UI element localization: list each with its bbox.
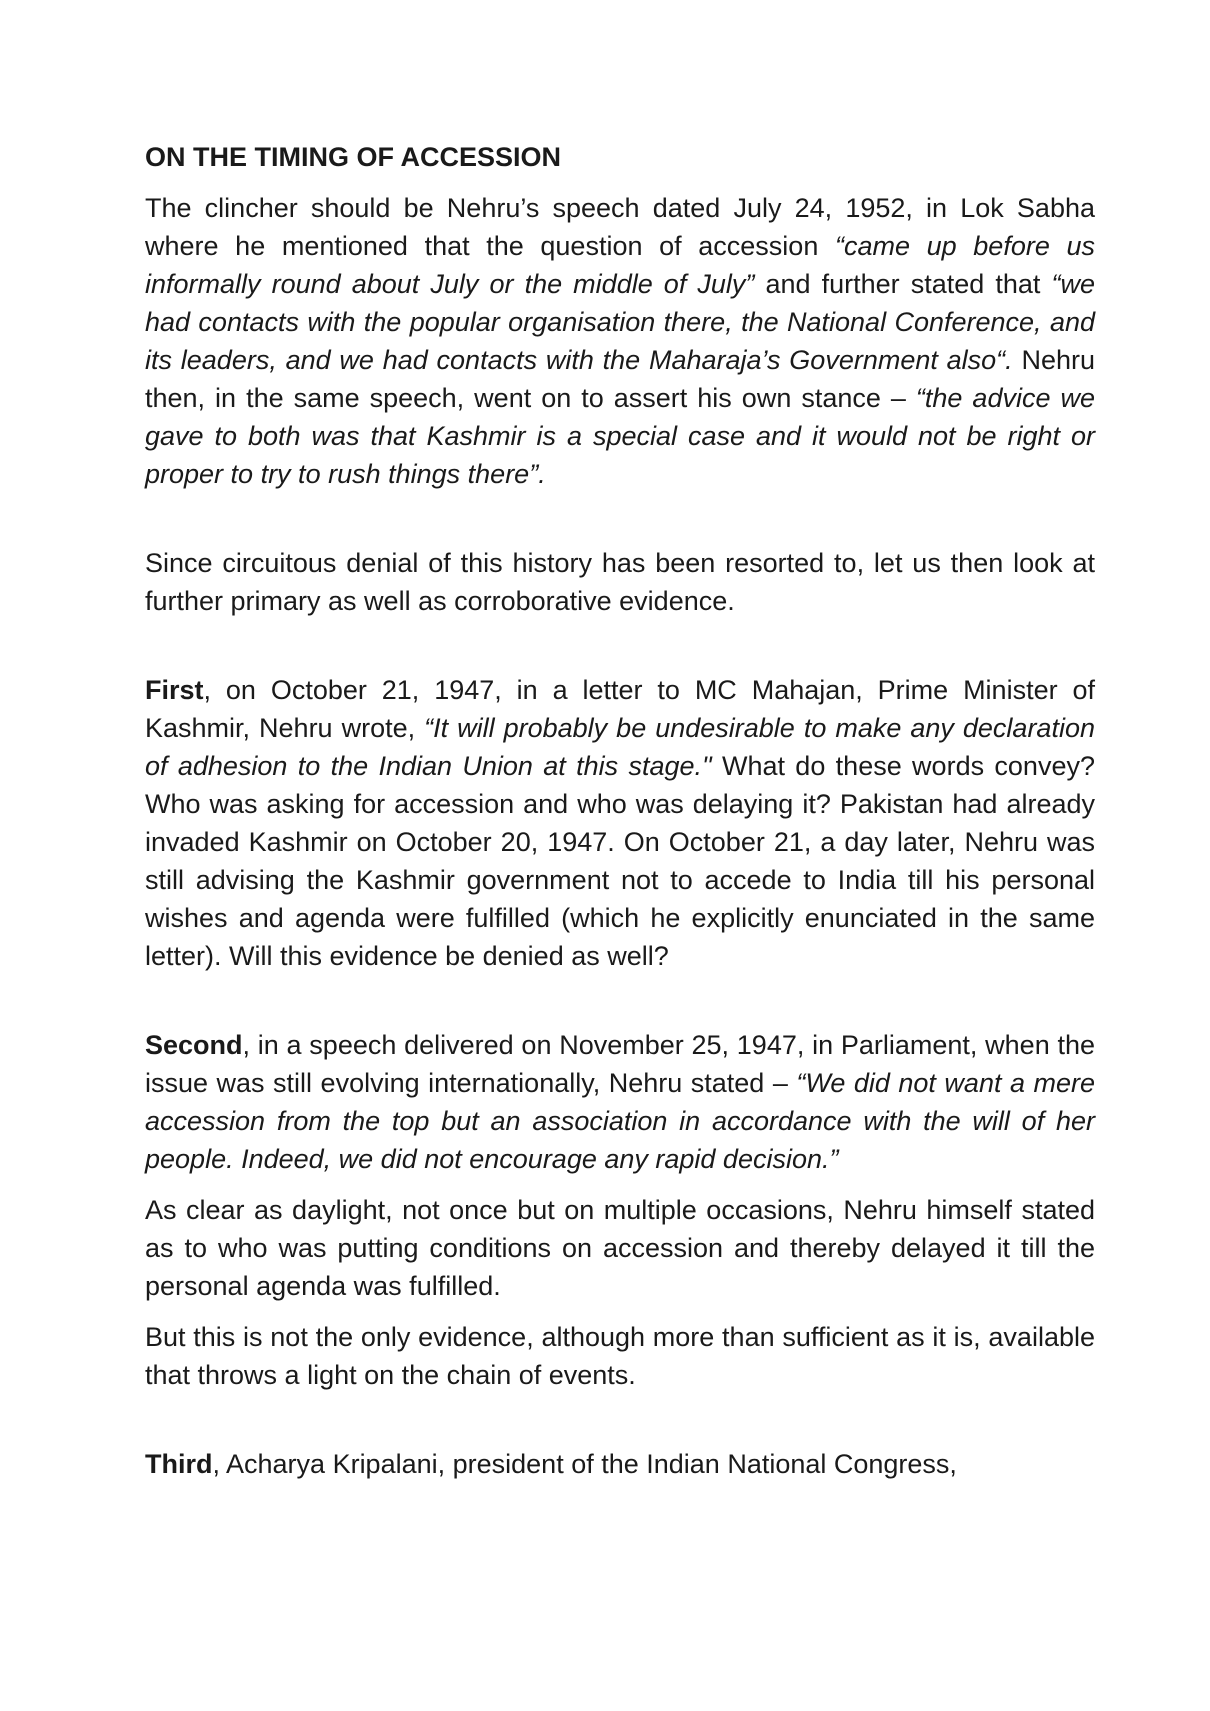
text-run: Nehru then, in the same speech, went on to assert his own stance – [145, 345, 1095, 413]
paragraph-not-only-evidence: But this is not the only evidence, although more than sufficient as it is, available that throws a light on the chain of events. [145, 1322, 1095, 1390]
text-run: , in a speech delivered on November 25, 1947, in Parliament, when the issue was still evolving internationally, Nehru stated – [145, 1030, 1095, 1098]
lead-word: First [145, 675, 204, 705]
text-run: and further stated that [754, 269, 1052, 299]
quote-run: “came up before us informally round about July or the middle of July” [145, 231, 1095, 299]
quote-run: “We did not want a mere accession from the top but an association in accordance with the will of her people. Indeed, we did not encourage any rapid decision.” [145, 1068, 1095, 1174]
text-run: What do these words convey? Who was asking for accession and who was delaying it? Pakistan had already invaded Kashmir on October 20, 1947. On October 21, a day later, Nehru was still advising the Kashmir government not to accede to India till his personal wishes and agenda were fulfilled (which he explicitly enunciated in the same letter). Will this evidence be denied as well? [145, 751, 1095, 971]
text-run: , on October 21, 1947, in a letter to MC Mahajan, Prime Minister of Kashmir, Nehru wrote, [145, 675, 1095, 743]
paragraph-circuitous-denial: Since circuitous denial of this history has been resorted to, let us then look at further primary as well as corroborative evidence. [145, 548, 1095, 616]
paragraph-third-evidence [145, 1445, 1095, 1483]
paragraph-clear-as-daylight: As clear as daylight, not once but on multiple occasions, Nehru himself stated as to who was putting conditions on accession and thereby delayed it till the personal agenda was fulfilled. [145, 1195, 1095, 1301]
lead-word: Second [145, 1030, 243, 1060]
quote-run: “we had contacts with the popular organisation there, the National Conference, and its leaders, and we had contacts with the Maharaja’s Government also“. [145, 269, 1095, 375]
quote-run: “It will probably be undesirable to make any declaration of adhesion to the Indian Union at this stage." [145, 713, 1095, 781]
section-heading: ON THE TIMING OF ACCESSION [145, 142, 562, 172]
lead-word: Third [145, 1449, 213, 1479]
document-page [145, 138, 1095, 1483]
paragraph-second-evidence [145, 1026, 1095, 1178]
quote-run: “the advice we gave to both was that Kashmir is a special case and it would not be right or proper to try to rush things there”. [145, 383, 1095, 489]
paragraph-nehru-speech-1952 [145, 189, 1095, 493]
text-run: The clincher should be Nehru’s speech dated July 24, 1952, in Lok Sabha where he mentioned that the question of accession [145, 193, 1095, 261]
text-run: , Acharya Kripalani, president of the Indian National Congress, [212, 1449, 957, 1479]
paragraph-first-evidence [145, 671, 1095, 975]
